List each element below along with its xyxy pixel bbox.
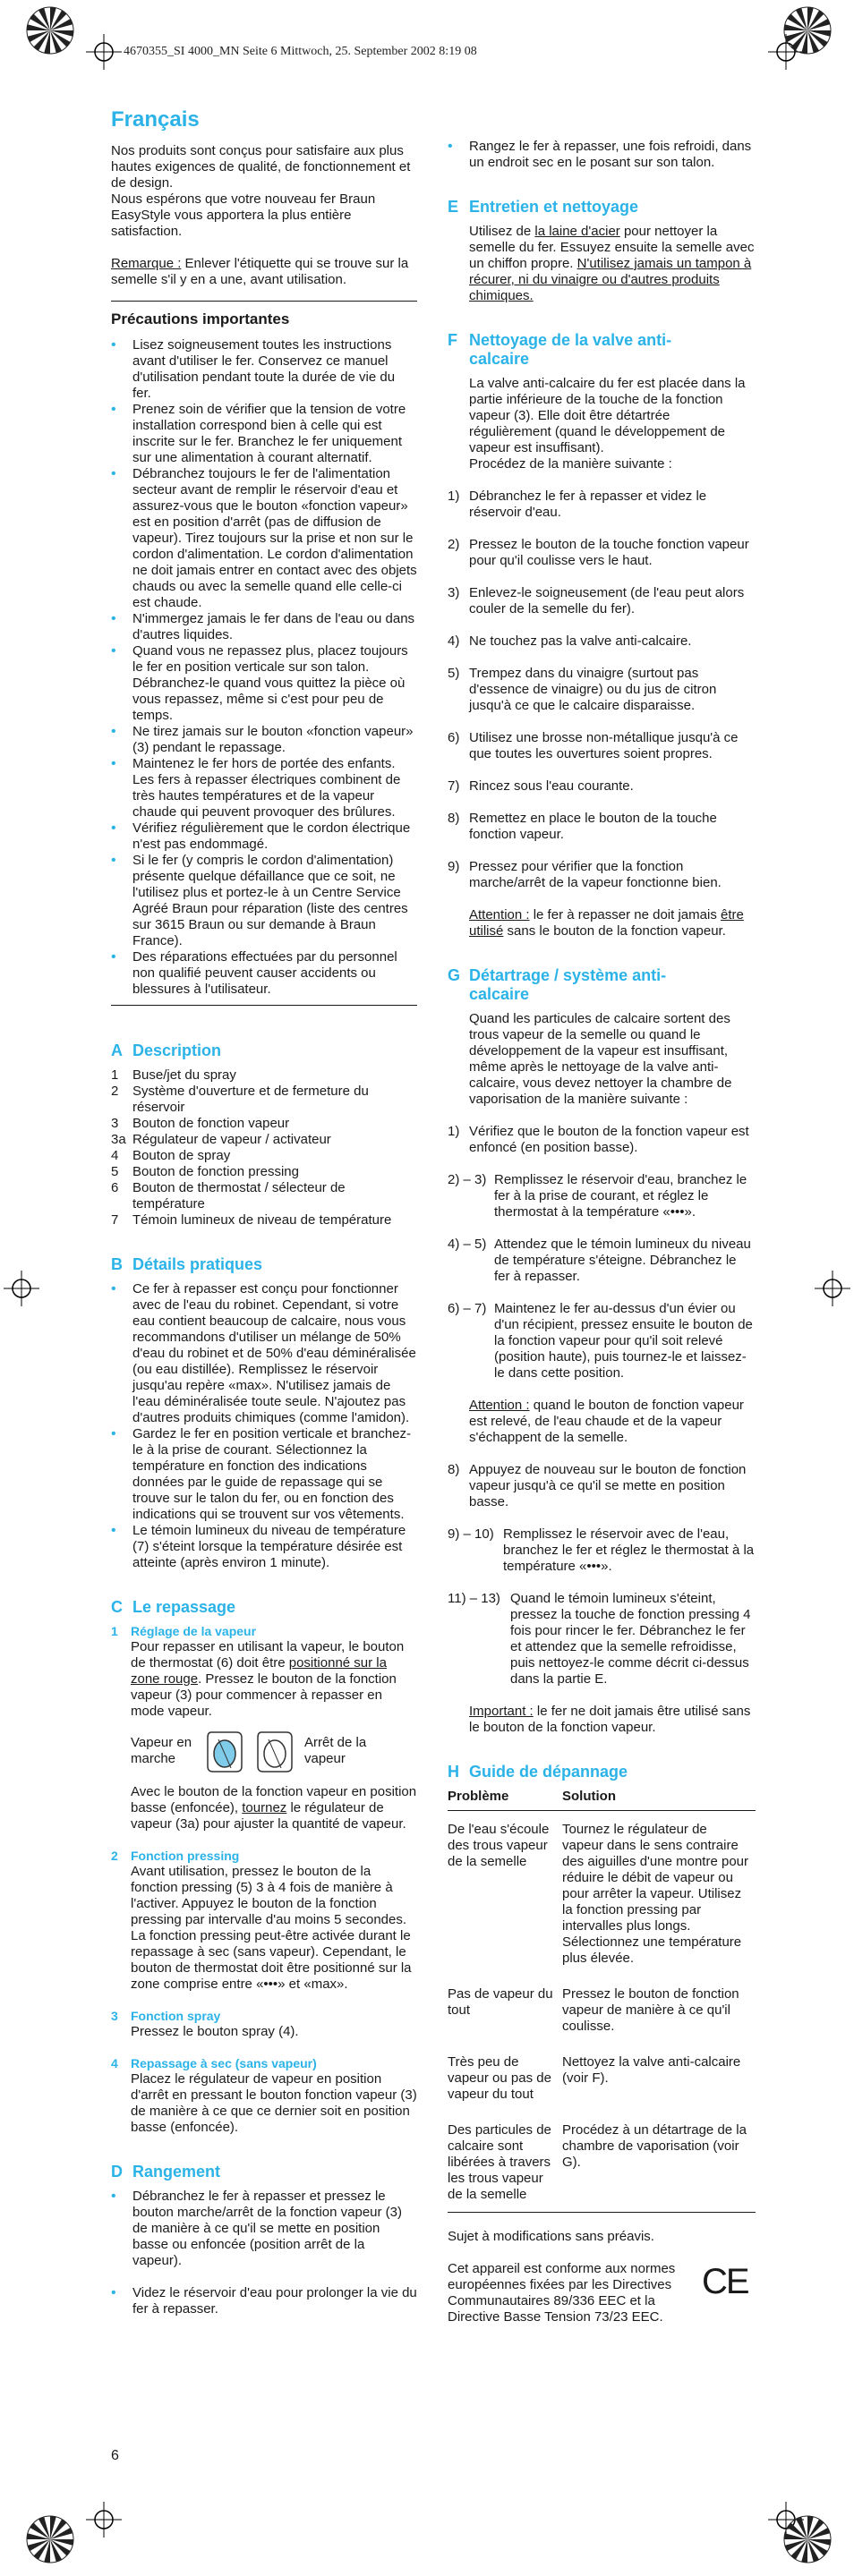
list-item: • Prenez soin de vérifier que la tension de votre installation correspond bien à celle qui est inscrite sur le fer. Branchez le fer uniquement sur une alimentation à courant alternatif. [111, 402, 417, 466]
section-e-heading: E Entretien et nettoyage [448, 198, 639, 216]
page-title: Français [111, 107, 200, 132]
list-item: 9) – 10) Remplissez le réservoir avec de l'eau, branchez le fer et réglez le thermostat à la température «•••». [448, 1526, 755, 1574]
print-slug: 4670355_SI 4000_MN Seite 6 Mittwoch, 25. September 2002 8:19 08 [124, 45, 477, 58]
list-item: • Rangez le fer à repasser, une fois refroidi, dans un endroit sec en le posant sur son talon. [448, 139, 756, 171]
registration-mark-top-left [86, 34, 122, 70]
list-item: 2) – 3) Remplissez le réservoir d'eau, branchez le fer à la prise de courant, et réglez le thermostat à la température «•••». [448, 1172, 747, 1220]
subsection-body: Pressez le bouton spray (4). [131, 2024, 299, 2039]
list-item: 1) Débranchez le fer à repasser et videz le réservoir d'eau. [448, 489, 707, 520]
list-item: • Des réparations effectuées par du personnel non qualifié peuvent causer accidents ou blessures à l'utilisateur. [111, 949, 417, 998]
subsection-heading: 1 Réglage de la vapeur [111, 1624, 257, 1638]
intro-paragraph-1: Nos produits sont conçus pour satisfaire aux plus hautes exigences de qualité, de fonctionnement et de design. [111, 143, 411, 191]
section-g-attention: Attention : quand le bouton de fonction vapeur est relevé, de l'eau chaude et de la vapeur s'échappent de la semelle. [469, 1398, 744, 1445]
section-h-heading: H Guide de dépannage [448, 1763, 628, 1781]
steam-on-label: Vapeur en marche [131, 1735, 192, 1766]
list-item: 1) Vérifiez que le bouton de la fonction vapeur est enfoncé (en position basse). [448, 1124, 749, 1155]
list-item: 8) Appuyez de nouveau sur le bouton de fonction vapeur jusqu'à ce qu'il se mette en position basse. [448, 1462, 747, 1509]
column-header-solution: Solution [562, 1789, 756, 1811]
section-g-heading: G Détartrage / système anti-calcaire [448, 966, 667, 1003]
list-item: • Ne tirez jamais sur le bouton «fonction vapeur» (3) pendant le repassage. [111, 724, 417, 756]
list-item: 6) – 7) Maintenez le fer au-dessus d'un évier ou d'un récipient, pressez ensuite le bouton de la fonction vapeur pour qu'il soit relevé (position haute), puis tournez-le et laissez-le dans cette position. [448, 1301, 753, 1381]
section-a-heading: A Description [111, 1041, 222, 1059]
practical-details-list [111, 1281, 417, 1571]
intro-paragraph-2: Nous espérons que votre nouveau fer Braun EasyStyle vous apportera la plus entière satisfaction. [111, 191, 376, 239]
registration-mark-bottom-left [86, 2502, 122, 2538]
section-g-steps-2 [448, 1462, 756, 1688]
section-c-heading: C Le repassage [111, 1598, 236, 1616]
list-item: 5) Trempez dans du vinaigre (surtout pas d'essence de vinaigre) ou du jus de citron jusqu'à ce que le calcaire disparaisse. [448, 666, 717, 713]
color-wheel-mark-bottom-left [25, 2514, 75, 2564]
table-row: Pas de vapeur du tout Pressez le bouton de fonction vapeur de manière à ce qu'il coulisse. [448, 1986, 739, 2034]
list-item: 4) Ne touchez pas la valve anti-calcaire. [448, 633, 692, 649]
steam-on-icon [204, 1729, 245, 1773]
subsection-heading: 3 Fonction spray [111, 2009, 221, 2023]
color-wheel-mark-bottom-right [782, 2514, 833, 2564]
ce-mark: CE [702, 2262, 748, 2301]
list-item: 6) Utilisez une brosse non-métallique jusqu'à ce que toutes les ouvertures soient propres. [448, 730, 739, 761]
list-item: • Lisez soigneusement toutes les instructions avant d'utiliser le fer. Conservez ce manuel d'utilisation pendant toute la durée de vie du fer. [111, 337, 417, 402]
remark-text: Enlever l'étiquette qui se trouve sur la semelle s'il y en a une, avant utilisation. [111, 256, 409, 287]
left-column [111, 106, 417, 2317]
conformity-block [448, 2261, 756, 2325]
list-item: • Maintenez le fer hors de portée des enfants. Les fers à repasser électriques combinent de très hautes températures et de la vapeur chaude qui peuvent provoquer des brûlures. [111, 756, 417, 820]
section-f-attention: Attention : le fer à repasser ne doit jamais être utilisé sans le bouton de la fonction vapeur. [469, 907, 744, 939]
steam-icons-row [131, 1729, 417, 1773]
remark [111, 256, 417, 288]
section-g-important: Important : le fer ne doit jamais être utilisé sans le bouton de la fonction vapeur. [469, 1704, 751, 1735]
list-item: • Quand vous ne repassez plus, placez toujours le fer en position verticale sur son talon. Débranchez-le quand vous quittez la pièce où vous repassez, même si c'est pour peu de temps. [111, 643, 417, 724]
list-item: 3a Régulateur de vapeur / activateur [111, 1132, 331, 1147]
description-list [111, 1067, 417, 1228]
conformity-text: Cet appareil est conforme aux normes européennes fixées par les Directives Communautaires 89/336 EEC et la Directive Basse Tension 73/23 EEC. [448, 2261, 676, 2325]
subsection-heading: 2 Fonction pressing [111, 1849, 240, 1863]
section-b-heading: B Détails pratiques [111, 1255, 263, 1273]
subsection-heading: 4 Repassage à sec (sans vapeur) [111, 2056, 317, 2070]
table-row: De l'eau s'écoule des trous vapeur de la semelle Tournez le régulateur de vapeur dans le sens contraire des aiguilles d'une montre pour réduire le débit de vapeur ou pour arrêter la vapeur. Utilisez la fonction pressing par intervalles plus longs. Sélectionnez une température plus élevée. [448, 1822, 748, 1966]
divider [111, 301, 417, 302]
list-item: • Le témoin lumineux du niveau de température (7) s'éteint lorsque la température désirée est atteinte (après environ 1 minute). [111, 1523, 417, 1571]
steam-off-icon [254, 1729, 295, 1773]
list-item: 6 Bouton de thermostat / sélecteur de température [111, 1180, 346, 1211]
registration-mark-mid-right [815, 1271, 850, 1306]
list-item: 5 Bouton de fonction pressing [111, 1164, 299, 1179]
list-item: 2 Système d'ouverture et de fermeture du réservoir [111, 1084, 369, 1115]
section-f-intro: La valve anti-calcaire du fer est placée dans la partie inférieure de la touche de la fonction vapeur (3). Elle doit être détartrée régulièrement (quand le développement de vapeur est insuffisant). Procédez de la manière suivante : [469, 376, 746, 472]
list-item: 11) – 13) Quand le témoin lumineux s'éteint, pressez la touche de fonction pressing 4 fois pour rincer le fer. Débranchez le fer et attendez que la semelle refroidisse, puis nettoyez-le comme décrit ci-dessus dans la partie E. [448, 1591, 751, 1687]
registration-mark-mid-left [4, 1271, 39, 1306]
storage-list [111, 2189, 417, 2317]
list-item: 9) Pressez pour vérifier que la fonction marche/arrêt de la vapeur fonctionne bien. [448, 859, 722, 890]
divider [111, 1005, 417, 1006]
list-item: • Videz le réservoir d'eau pour prolonger la vie du fer à repasser. [111, 2285, 417, 2317]
color-wheel-mark-top-left [25, 5, 75, 55]
list-item: • Vérifiez régulièrement que le cordon électrique n'est pas endommagé. [111, 820, 417, 853]
table-row: Des particules de calcaire sont libérées à travers les trous vapeur de la semelle Procédez à un détartrage de la chambre de vaporisation (voir G). [448, 2112, 756, 2213]
list-item: 8) Remettez en place le bouton de la touche fonction vapeur. [448, 811, 717, 842]
change-notice: Sujet à modifications sans préavis. [448, 2229, 654, 2244]
cleaning-text: Utilisez de la laine d'acier pour nettoyer la semelle du fer. Essuyez ensuite la semelle avec un chiffon propre. N'utilisez jamais un tampon à récurer, ni du vinaigre ou d'autres produits chimiques. [469, 224, 755, 303]
right-column [448, 139, 756, 2325]
list-item: • Débranchez toujours le fer de l'alimentation secteur avant de remplir le réservoir d'eau et assurez-vous que le bouton «fonction vapeur» est en position d'arrêt (pas de diffusion de vapeur). Tirez toujours sur la prise et non sur le cordon d'alimentation. Le cordon d'alimentation ne doit jamais entrer en contact avec des objets chauds ou avec la semelle quand elle celle-ci est chaude. [111, 466, 417, 611]
subsection-body: Placez le régulateur de vapeur en position d'arrêt en pressant le bouton fonction vapeur (3) de manière à ce que ce dernier soit en position basse (enfoncée). [131, 2071, 417, 2135]
list-item: • Gardez le fer en position verticale et branchez-le à la prise de courant. Sélectionnez la température en fonction des indications données par le guide de repassage qui se trouve sur le talon du fer, ou en fonction des indications qui se trouvent sur vos vêtements. [111, 1426, 417, 1523]
storage-list-continued [448, 139, 756, 171]
page-number: 6 [111, 2448, 119, 2463]
list-item: • Ce fer à repasser est conçu pour fonctionner avec de l'eau du robinet. Cependant, si votre eau contient beaucoup de calcaire, nous vous recommandons d'utiliser un mélange de 50% d'eau du robinet et de 50% d'eau déminéralisée (ou eau distillée). Remplissez le réservoir jusqu'au repère «max». N'utilisez jamais de l'eau déminéralisée toute seule. N'ajoutez pas d'autres produits chimiques (comme l'amidon). [111, 1281, 417, 1426]
remark-label: Remarque : [111, 256, 182, 271]
section-f-heading: F Nettoyage de la valve anti-calcaire [448, 331, 672, 368]
table-row: Très peu de vapeur ou pas de vapeur du tout Nettoyez la valve anti-calcaire (voir F). [448, 2054, 741, 2102]
list-item: 1 Buse/jet du spray [111, 1067, 236, 1083]
steam-off-label: Arrêt de la vapeur [304, 1735, 367, 1766]
subsection-body: Pour repasser en utilisant la vapeur, le bouton de thermostat (6) doit être positionné sur la zone rouge. Pressez le bouton de la fonction vapeur (3) pour commencer à repasser en mode vapeur. Vapeur en marche Arrêt de la vapeur Avec le bouton de la fonction vapeur en position basse (enfoncée), tournez le régulateur de vapeur (3a) pour ajuster la quantité de vapeur. [131, 1639, 417, 1832]
list-item: 3 Bouton de fonction vapeur [111, 1116, 290, 1131]
section-f-steps [448, 489, 756, 891]
list-item: 3) Enlevez-le soigneusement (de l'eau peut alors couler de la semelle du fer). [448, 585, 745, 616]
list-item: • Si le fer (y compris le cordon d'alimentation) présente quelque défaillance que ce soit, ne l'utilisez plus et portez-le à un Centre Service Agréé Braun pour réparation (liste des centres sur 3615 Braun ou sur demande à Braun France). [111, 853, 417, 949]
column-header-problem: Problème [448, 1789, 562, 1811]
list-item: 2) Pressez le bouton de la touche fonction vapeur pour qu'il coulisse vers le haut. [448, 537, 749, 568]
section-g-intro: Quand les particules de calcaire sortent des trous vapeur de la semelle ou quand le développement de la vapeur est insuffisant, même après le nettoyage de la valve anti-calcaire, vous devez nettoyer la chambre de vaporisation de la manière suivante : [469, 1011, 732, 1107]
section-g-steps [448, 1124, 756, 1382]
list-item: 7) Rincez sous l'eau courante. [448, 778, 634, 794]
table-header-row [448, 1789, 756, 1811]
color-wheel-mark-top-right [782, 5, 833, 55]
precautions-heading: Précautions importantes [111, 310, 290, 327]
list-item: 4 Bouton de spray [111, 1148, 231, 1163]
list-item: 7 Témoin lumineux de niveau de température [111, 1212, 392, 1228]
list-item: • Débranchez le fer à repasser et pressez le bouton marche/arrêt de la fonction vapeur (3) de manière à ce qu'il se mette en position basse ou enfoncée (position arrêt de la vapeur). [111, 2189, 417, 2269]
troubleshooting-table [448, 1789, 756, 2213]
section-d-heading: D Rangement [111, 2163, 221, 2181]
list-item: 4) – 5) Attendez que le témoin lumineux du niveau de température s'éteigne. Débranchez le fer à repasser. [448, 1237, 751, 1284]
list-item: • N'immergez jamais le fer dans de l'eau ou dans d'autres liquides. [111, 611, 417, 643]
subsection-body: Avant utilisation, pressez le bouton de la fonction pressing (5) 3 à 4 fois de manière à l'activer. Appuyez le bouton de la fonction pressing par intervalle d'au moins 5 secondes. La fonction pressing peut-être activée durant le repassage à sec (sans vapeur). Cependant, le bouton de thermostat doit être positionné sur la zone comprise entre «•••» et «max». [131, 1864, 412, 1992]
precautions-list [111, 337, 417, 998]
